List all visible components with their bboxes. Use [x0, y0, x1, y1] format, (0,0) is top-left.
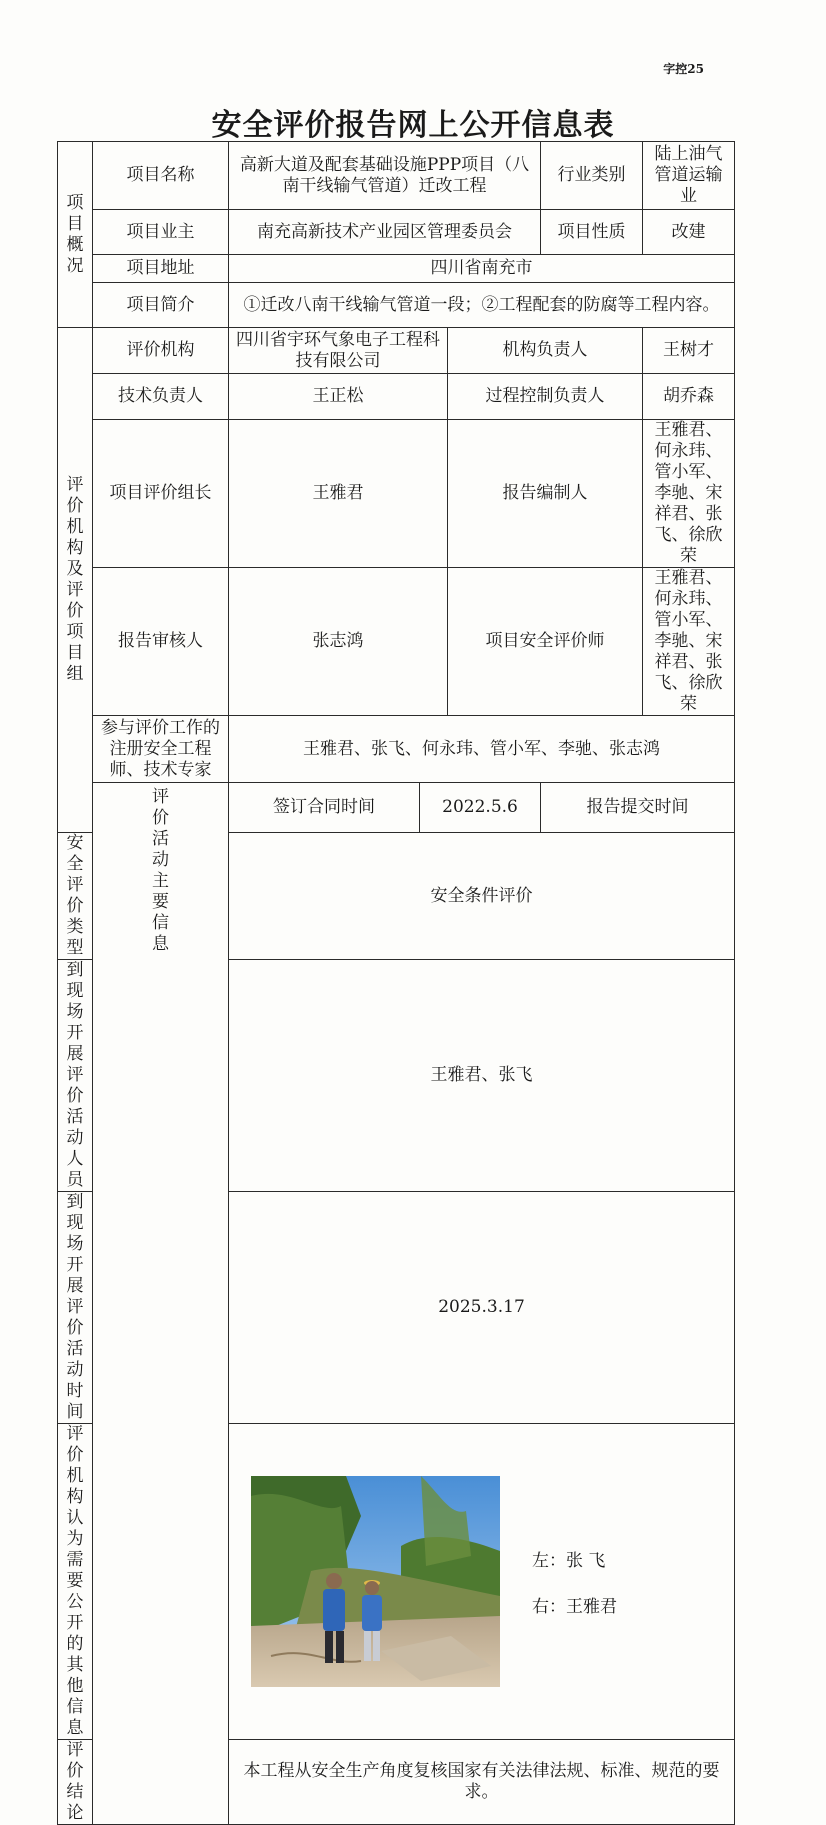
reviewer-value: 张志鸿	[229, 568, 448, 716]
author-value: 王雅君、何永玮、管小军、李驰、宋祥君、张飞、徐欣荣	[643, 420, 735, 568]
nature-value: 改建	[643, 210, 735, 255]
eval-type-label: 安全评价类型	[58, 833, 93, 960]
intro-value: ①迁改八南干线输气管道一段；②工程配套的防腐等工程内容。	[229, 283, 735, 328]
industry-value: 陆上油气管道运输业	[643, 142, 735, 210]
info-table	[57, 141, 735, 1825]
assessor-label: 项目安全评价师	[448, 568, 643, 716]
tech-lead-value: 王正松	[229, 374, 448, 420]
site-people-value: 王雅君、张飞	[229, 960, 735, 1192]
assessor-value: 王雅君、何永玮、管小军、李驰、宋祥君、张飞、徐欣荣	[643, 568, 735, 716]
site-people-label: 到现场开展评价活动人员	[58, 960, 93, 1192]
process-lead-value: 胡乔森	[643, 374, 735, 420]
tech-lead-label: 技术负责人	[93, 374, 229, 420]
other-info-cell	[229, 1424, 735, 1740]
submit-time-label: 报告提交时间	[541, 783, 735, 833]
nature-label: 项目性质	[541, 210, 643, 255]
site-time-label: 到现场开展评价活动时间	[58, 1192, 93, 1424]
agency-head-value: 王树才	[643, 328, 735, 374]
caption-right: 右：王雅君	[532, 1596, 617, 1617]
contract-time-label: 签订合同时间	[229, 783, 420, 833]
caption-left: 左：张 飞	[532, 1550, 606, 1571]
other-info-label: 评价机构认为需要公开的其他信息	[58, 1424, 93, 1740]
site-photo	[251, 1476, 500, 1687]
project-name-label: 项目名称	[93, 142, 229, 210]
page-title: 安全评价报告网上公开信息表	[211, 108, 615, 143]
group-leader-label: 项目评价组长	[93, 420, 229, 568]
address-value: 四川省南充市	[229, 255, 735, 283]
owner-label: 项目业主	[93, 210, 229, 255]
project-name-value: 高新大道及配套基础设施PPP项目（八南干线输气管道）迁改工程	[229, 142, 541, 210]
industry-label: 行业类别	[541, 142, 643, 210]
group-leader-value: 王雅君	[229, 420, 448, 568]
agency-label: 评价机构	[93, 328, 229, 374]
owner-value: 南充高新技术产业园区管理委员会	[229, 210, 541, 255]
reviewer-label: 报告审核人	[93, 568, 229, 716]
section-activity-label: 评价活动主要信息	[93, 783, 229, 1825]
document-code: 字控25	[663, 62, 704, 76]
experts-value: 王雅君、张飞、何永玮、管小军、李驰、张志鸿	[229, 716, 735, 783]
conclusion-value: 本工程从安全生产角度复核国家有关法律法规、标准、规范的要求。	[229, 1740, 735, 1825]
author-label: 报告编制人	[448, 420, 643, 568]
site-time-value: 2025.3.17	[229, 1192, 735, 1424]
intro-label: 项目简介	[93, 283, 229, 328]
section-overview-label: 项目概况	[58, 142, 93, 328]
agency-head-label: 机构负责人	[448, 328, 643, 374]
section-org-label: 评价机构及评价项目组	[58, 328, 93, 833]
contract-time-value: 2022.5.6	[420, 783, 541, 833]
conclusion-label: 评价结论	[58, 1740, 93, 1825]
address-label: 项目地址	[93, 255, 229, 283]
agency-value: 四川省宇环气象电子工程科技有限公司	[229, 328, 448, 374]
experts-label: 参与评价工作的注册安全工程师、技术专家	[93, 716, 229, 783]
process-lead-label: 过程控制负责人	[448, 374, 643, 420]
eval-type-value: 安全条件评价	[229, 833, 735, 960]
